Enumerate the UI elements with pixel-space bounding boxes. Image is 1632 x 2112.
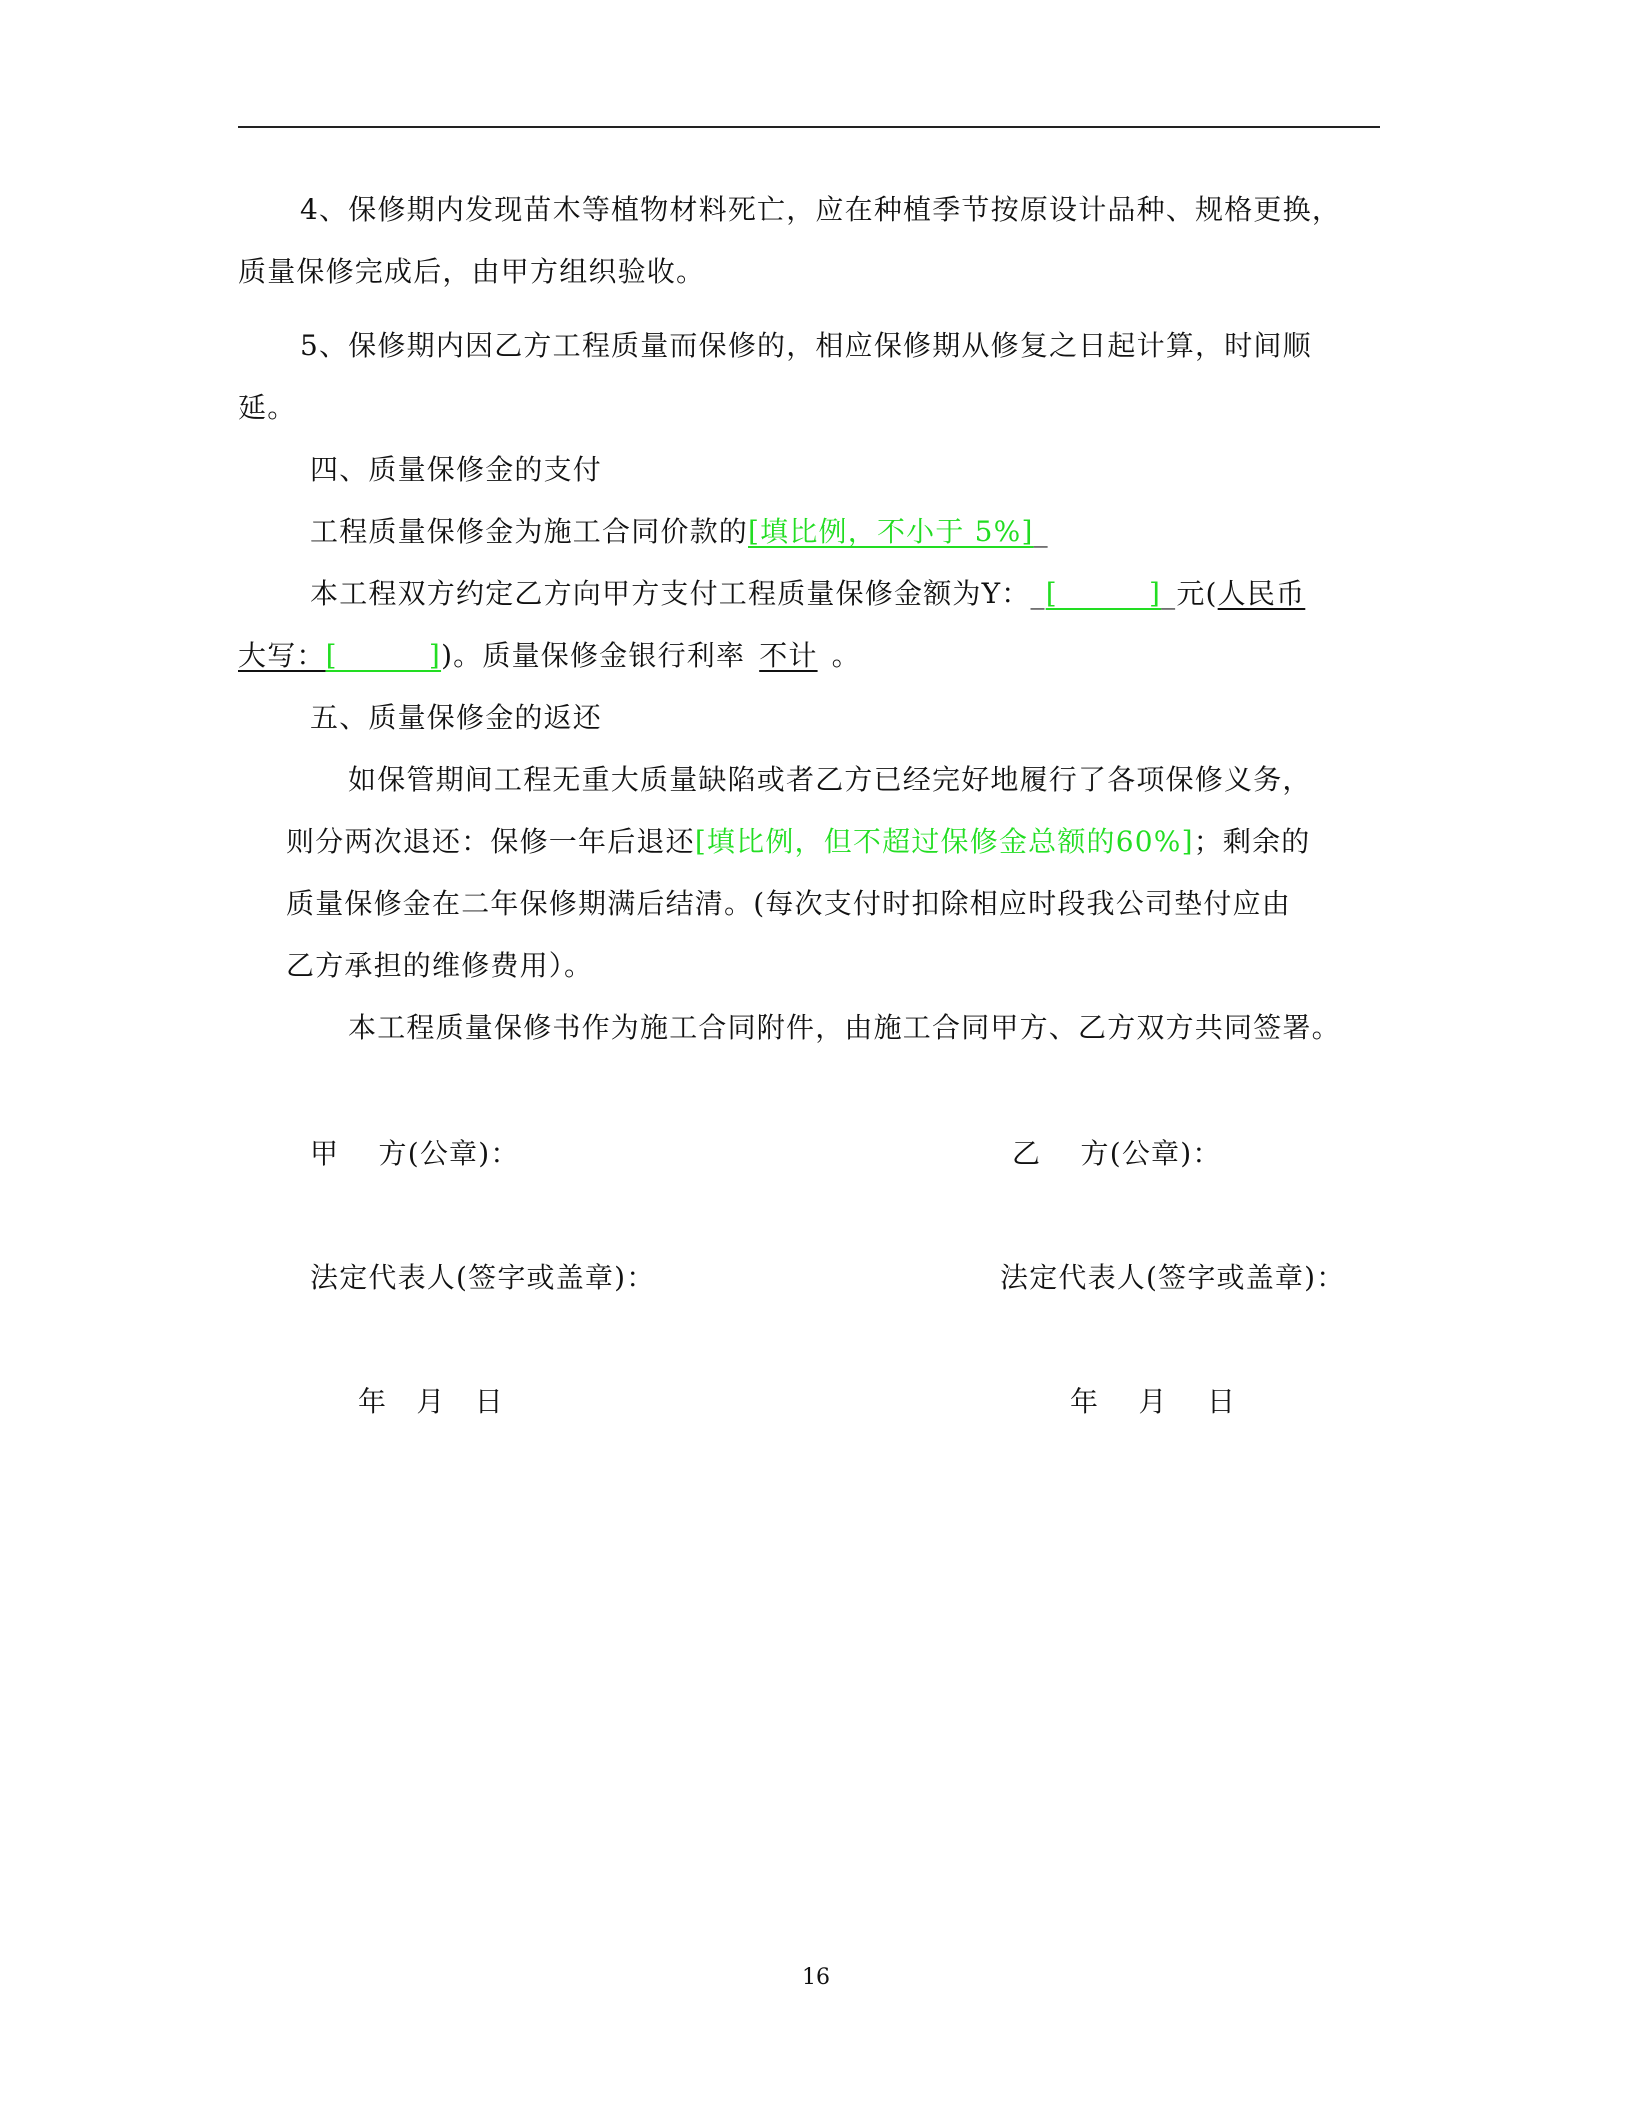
page-number: 16 (802, 1965, 830, 1990)
return-line-2 (286, 822, 1311, 862)
item-4-line-1: 4、保修期内发现苗木等植物材料死亡，应在种植季节按原设计品种、规格更换， (300, 193, 1342, 226)
payment-amount-field[interactable]: [______] (1045, 577, 1162, 610)
return-line-2-text: 则分两次退还：保修一年后退还 (286, 825, 695, 858)
header-rule (238, 126, 1380, 128)
section-4-heading: 四、质量保修金的支付 (310, 453, 603, 486)
interest-rate-value: 不计 (759, 639, 818, 672)
return-line-3: 质量保修金在二年保修期满后结清。(每次支付时扣除相应时段我公司垫付应由 (286, 887, 1291, 920)
section-5-heading: 五、质量保修金的返还 (310, 701, 603, 734)
party-a-seal-label: 甲 方(公章)： (310, 1137, 520, 1170)
return-line-4: 乙方承担的维修费用）。 (286, 949, 594, 982)
payment-words-line (238, 636, 861, 676)
item-5-line-1: 5、保修期内因乙方工程质量而保修的，相应保修期从修复之日起计算，时间顺 (300, 329, 1312, 362)
payment-amount-mid: _元( (1161, 577, 1218, 610)
party-a-representative-label: 法定代表人(签字或盖章)： (310, 1261, 656, 1294)
party-b-seal-label: 乙 方(公章)： (1012, 1137, 1222, 1170)
payment-amount-line (310, 574, 1305, 614)
party-b-representative-label: 法定代表人(签字或盖章)： (1000, 1261, 1346, 1294)
item-4-line-2: 质量保修完成后，由甲方组织验收。 (238, 255, 706, 288)
return-line-1: 如保管期间工程无重大质量缺陷或者乙方已经完好地履行了各项保修义务， (348, 763, 1312, 796)
party-a-date: 年 月 日 (358, 1385, 505, 1418)
payment-words-field[interactable]: [______] (325, 639, 442, 672)
payment-ratio-field[interactable]: [填比例，不小于 5%] (748, 515, 1034, 548)
item-5-line-2: 延。 (238, 391, 297, 424)
payment-amount-tail: 人民币 (1217, 577, 1306, 610)
closing-statement: 本工程质量保修书作为施工合同附件，由施工合同甲方、乙方双方共同签署。 (348, 1011, 1341, 1044)
payment-ratio-tail: _ (1033, 515, 1049, 548)
payment-words-end: 。 (831, 639, 861, 672)
return-ratio-field[interactable]: [填比例，但不超过保修金总额的60%] (694, 825, 1194, 858)
payment-words-head: 大写： (238, 639, 326, 672)
payment-amount-text: 本工程双方约定乙方向甲方支付工程质量保修金额为Y：_ (310, 577, 1046, 610)
party-b-date: 年 月 日 (1070, 1385, 1237, 1418)
payment-words-text: )。质量保修金银行利率 (441, 639, 746, 672)
payment-ratio-text: 工程质量保修金为施工合同价款的 (310, 515, 749, 548)
payment-ratio-line (310, 512, 1049, 552)
return-line-2-tail: ；剩余的 (1193, 825, 1311, 858)
